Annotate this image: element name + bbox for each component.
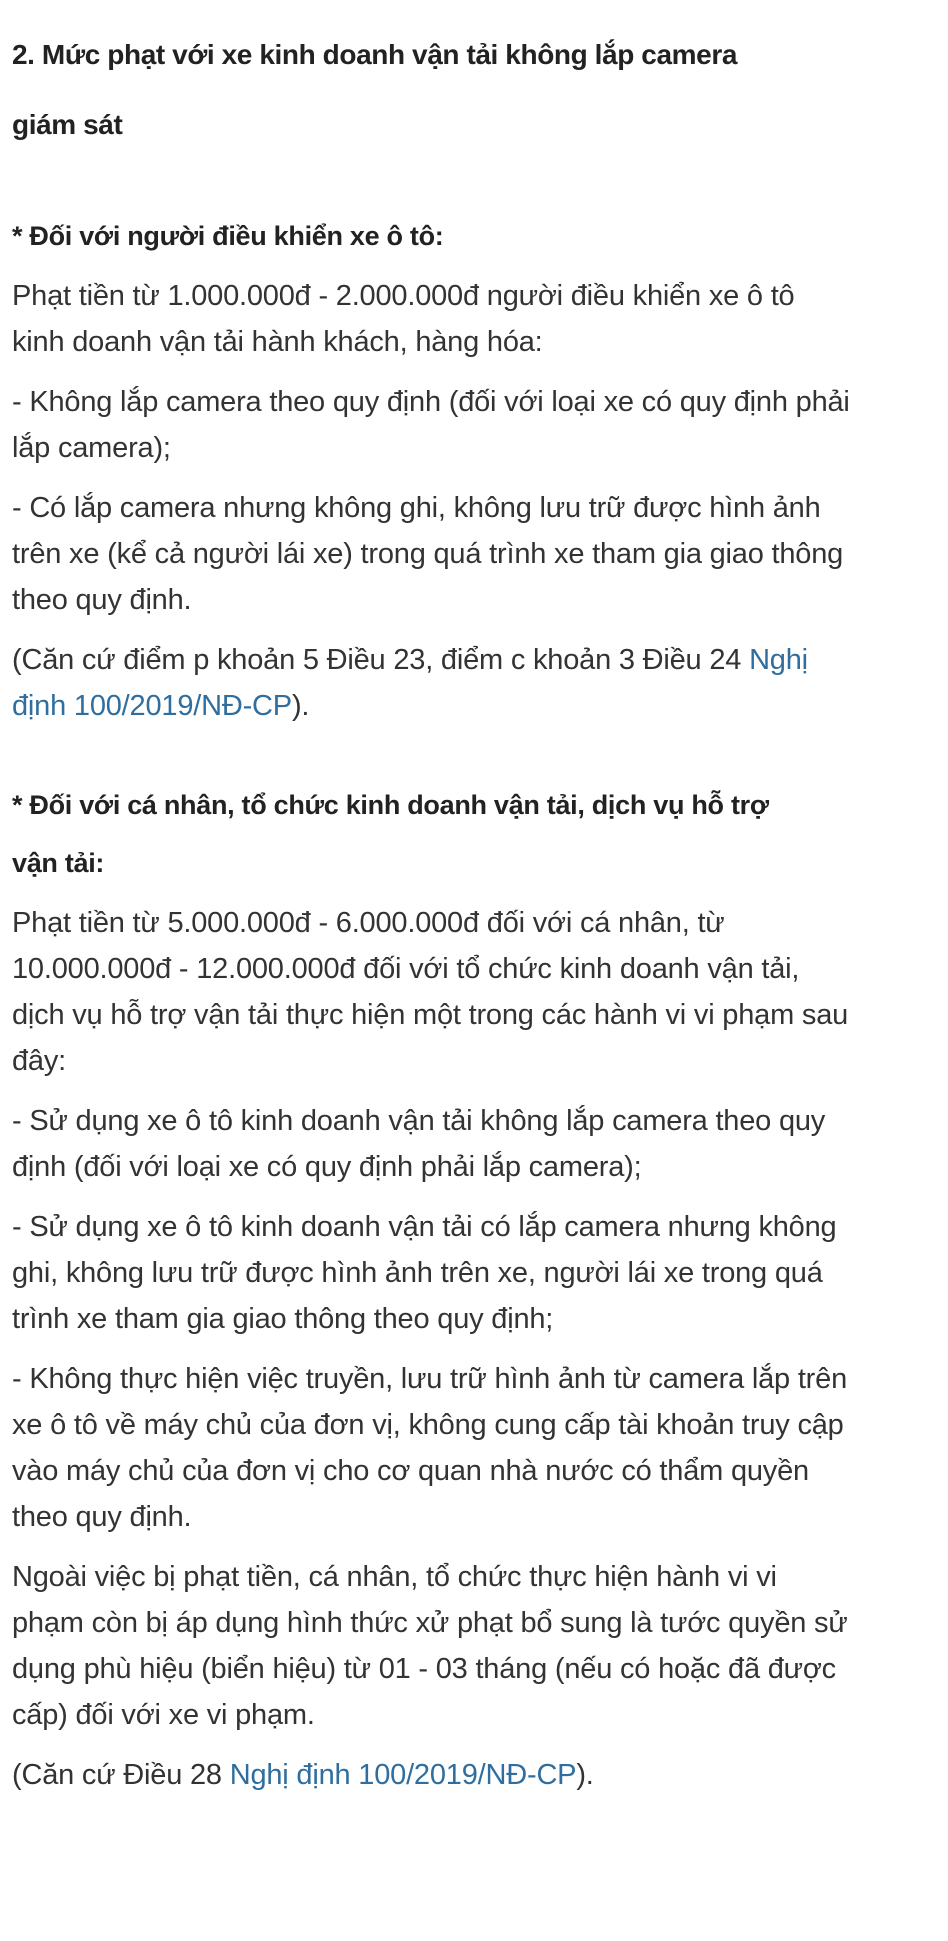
business-heading	[12, 776, 852, 892]
decree-link[interactable]: Nghị định 100/2019/NĐ-CP	[12, 644, 808, 722]
driver-citation	[12, 637, 852, 729]
business-citation-suffix: ).	[576, 1759, 594, 1791]
business-intro: Phạt tiền từ 5.000.000đ - 6.000.000đ đối với cá nhân, từ 10.000.000đ - 12.000.000đ đối với tổ chức kinh doanh vận tải, dịch vụ hỗ trợ vận tải thực hiện một trong các hành vi vi phạm sau đây:	[12, 907, 849, 1077]
section-title	[12, 20, 852, 160]
decree-link-2[interactable]: Nghị định 100/2019/NĐ-CP	[229, 1759, 577, 1791]
driver-citation-suffix: ).	[291, 690, 310, 722]
business-citation	[12, 1752, 852, 1798]
business-item-1: - Sử dụng xe ô tô kinh doanh vận tải không lắp camera theo quy định (đối với loại xe có quy định phải lắp camera);	[12, 1105, 826, 1183]
driver-item-2: - Có lắp camera nhưng không ghi, không lưu trữ được hình ảnh trên xe (kể cả người lái xe) trong quá trình xe tham gia giao thông theo quy định.	[12, 492, 844, 616]
driver-heading: * Đối với người điều khiển xe ô tô:	[12, 221, 444, 251]
business-heading-line2: vận tải:	[12, 848, 105, 878]
business-item-2: - Sử dụng xe ô tô kinh doanh vận tải có lắp camera nhưng không ghi, không lưu trữ được hình ảnh trên xe, người lái xe trong quá trình xe tham gia giao thông theo quy định;	[12, 1211, 837, 1335]
section-title-line1: 2. Mức phạt với xe kinh doanh vận tải không lắp camera	[12, 39, 737, 70]
business-heading-line1: * Đối với cá nhân, tổ chức kinh doanh vận tải, dịch vụ hỗ trợ	[12, 790, 769, 820]
article-body	[0, 20, 948, 1798]
driver-citation-prefix: (Căn cứ điểm p khoản 5 Điều 23, điểm c khoản 3 Điều 24	[12, 644, 750, 676]
driver-intro: Phạt tiền từ 1.000.000đ - 2.000.000đ người điều khiển xe ô tô kinh doanh vận tải hành khách, hàng hóa:	[12, 280, 795, 358]
section-title-line2: giám sát	[12, 109, 123, 140]
business-item-3: - Không thực hiện việc truyền, lưu trữ hình ảnh từ camera lắp trên xe ô tô về máy chủ của đơn vị, không cung cấp tài khoản truy cập vào máy chủ của đơn vị cho cơ quan nhà nước có thẩm quyền theo quy định.	[12, 1363, 847, 1533]
business-citation-prefix: (Căn cứ Điều 28	[12, 1759, 230, 1791]
business-additional-penalty: Ngoài việc bị phạt tiền, cá nhân, tổ chức thực hiện hành vi vi phạm còn bị áp dụng hình thức xử phạt bổ sung là tước quyền sử dụng phù hiệu (biển hiệu) từ 01 - 03 tháng (nếu có hoặc đã được cấp) đối với xe vi phạm.	[12, 1561, 848, 1731]
driver-item-1: - Không lắp camera theo quy định (đối với loại xe có quy định phải lắp camera);	[12, 386, 850, 464]
